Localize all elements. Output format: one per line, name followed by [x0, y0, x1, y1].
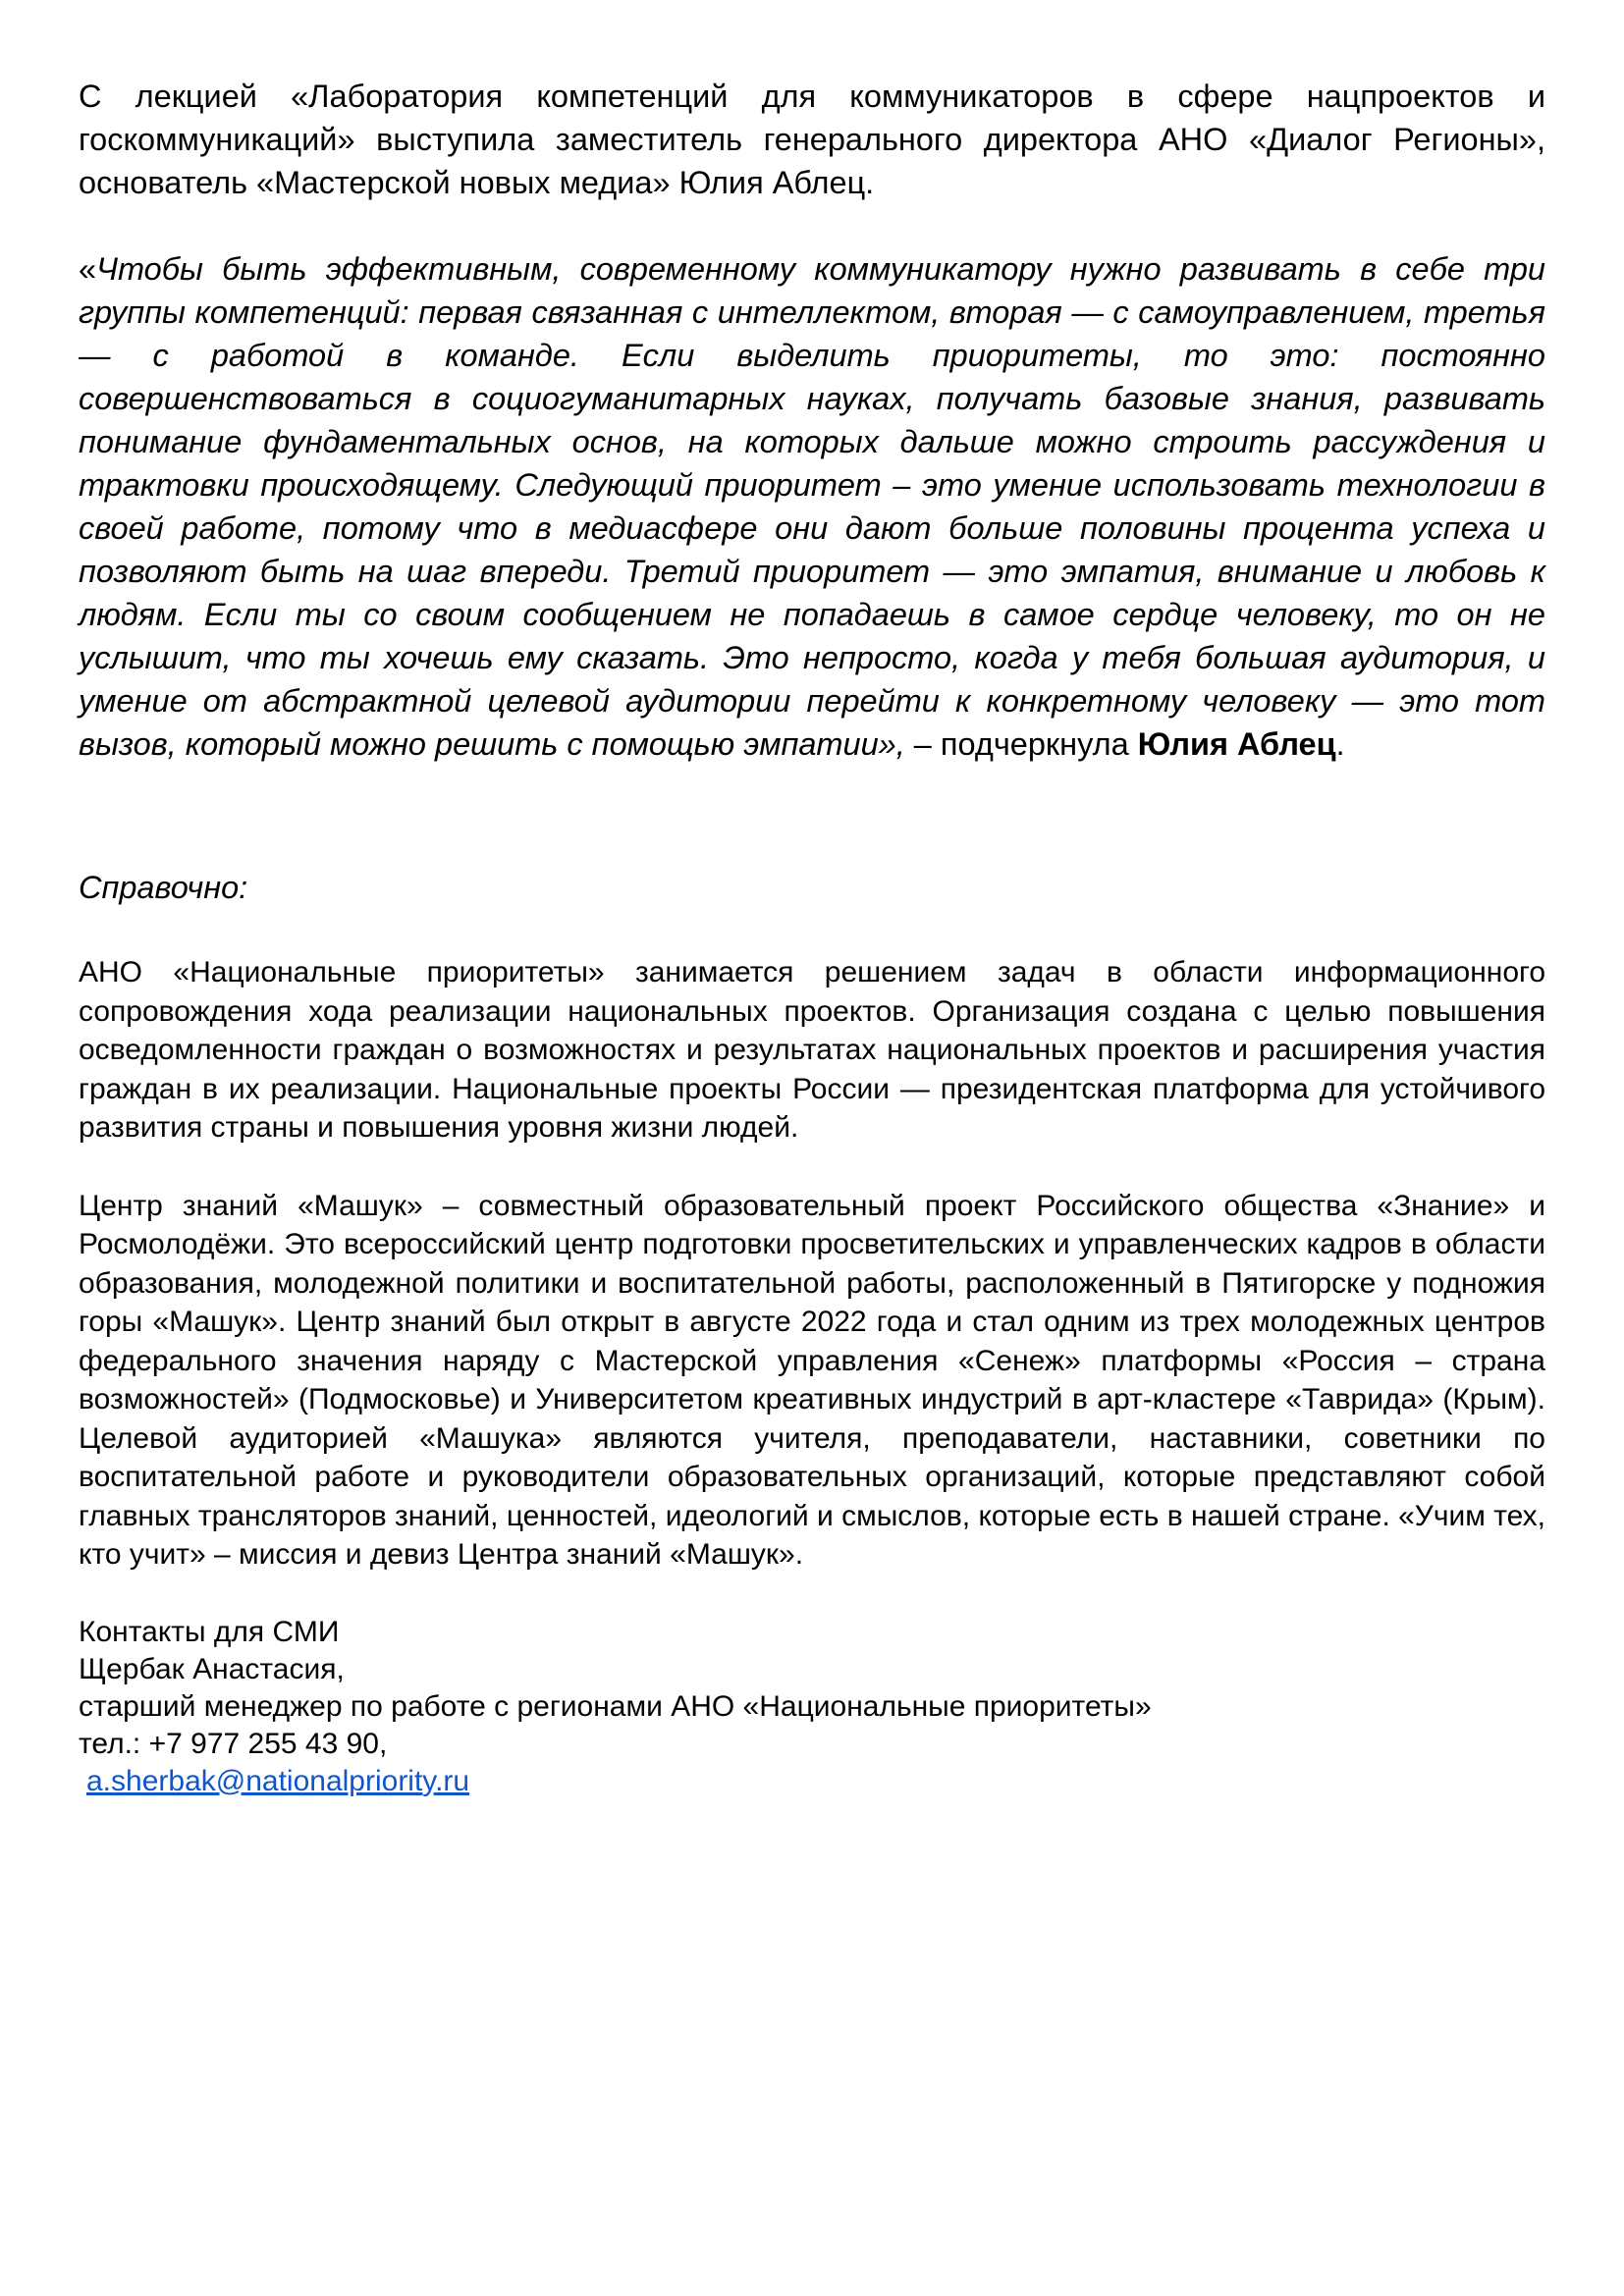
- contact-name: Щербак Анастасия,: [79, 1652, 345, 1685]
- quote-speaker: Юлия Аблец: [1137, 726, 1336, 762]
- reference-label: Справочно:: [79, 870, 248, 905]
- contact-phone: тел.: +7 977 255 43 90,: [79, 1727, 388, 1760]
- contact-email-line: [79, 1763, 1545, 1800]
- intro-paragraph: С лекцией «Лаборатория компетенций для коммуникаторов в сфере нацпроектов и госкоммуникаций» выступила заместитель генерального директора АНО «Диалог Регионы», основатель «Мастерской новых медиа» Юлия Аблец.: [79, 79, 1545, 200]
- contact-position: старший менеджер по работе с регионами АНО «Национальные приоритеты»: [79, 1689, 1152, 1723]
- quote-paragraph: [79, 247, 1545, 766]
- contacts-heading: Контакты для СМИ: [79, 1615, 340, 1648]
- document-page: [79, 75, 1545, 1800]
- quote-attribution: – подчеркнула: [904, 726, 1138, 762]
- quote-text: Чтобы быть эффективным, современному коммуникатору нужно развивать в себе три группы компетенций: первая связанная с интеллектом, вторая — с самоуправлением, третья — с работой в команде. Если выделить приоритеты, то это: постоянно совершенствоваться в социогуманитарных науках, получать базовые знания, развивать понимание фундаментальных основ, на которых дальше можно строить рассуждения и трактовки происходящему. Следующий приоритет – это умение использовать технологии в своей работе, потому что в медиасфере они дают больше половины процента успеха и позволяют быть на шаг впереди. Третий приоритет — это эмпатия, внимание и любовь к людям. Если ты со своим сообщением не попадаешь в самое сердце человеку, то он не услышит, что ты хочешь ему сказать. Это непросто, когда у тебя большая аудитория, и умение от абстрактной целевой аудитории перейти к конкретному человеку — это тот вызов, который можно решить с помощью эмпатии»,: [79, 251, 1545, 762]
- reference-paragraph-national-priorities: АНО «Национальные приоритеты» занимается решением задач в области информационного сопровождения хода реализации национальных проектов. Организация создана с целью повышения осведомленности граждан о возможностях и результатах национальных проектов и расширения участия граждан в их реализации. Национальные проекты России — президентская платформа для устойчивого развития страны и повышения уровня жизни людей.: [79, 956, 1545, 1144]
- contacts-block: [79, 1614, 1545, 1800]
- quote-open-mark: «: [79, 251, 97, 287]
- reference-paragraph-mashuk: Центр знаний «Машук» – совместный образовательный проект Российского общества «Знание» и Росмолодёжи. Это всероссийский центр подготовки просветительских и управленческих кадров в области образования, молодежной политики и воспитательной работы, расположенный в Пятигорске у подножия горы «Машук». Центр знаний был открыт в августе 2022 года и стал одним из трех молодежных центров федерального значения наряду с Мастерской управления «Сенеж» платформы «Россия – страна возможностей» (Подмосковье) и Университетом креативных индустрий в арт-кластере «Таврида» (Крым). Целевой аудиторией «Машука» являются учителя, преподаватели, наставники, советники по воспитательной работе и руководители образовательных организаций, которые представляют собой главных трансляторов знаний, ценностей, идеологий и смыслов, которые есть в нашей стране. «Учим тех, кто учит» – миссия и девиз Центра знаний «Машук».: [79, 1189, 1545, 1571]
- contact-email-link[interactable]: a.sherbak@nationalpriority.ru: [86, 1764, 470, 1797]
- quote-end: .: [1335, 726, 1345, 762]
